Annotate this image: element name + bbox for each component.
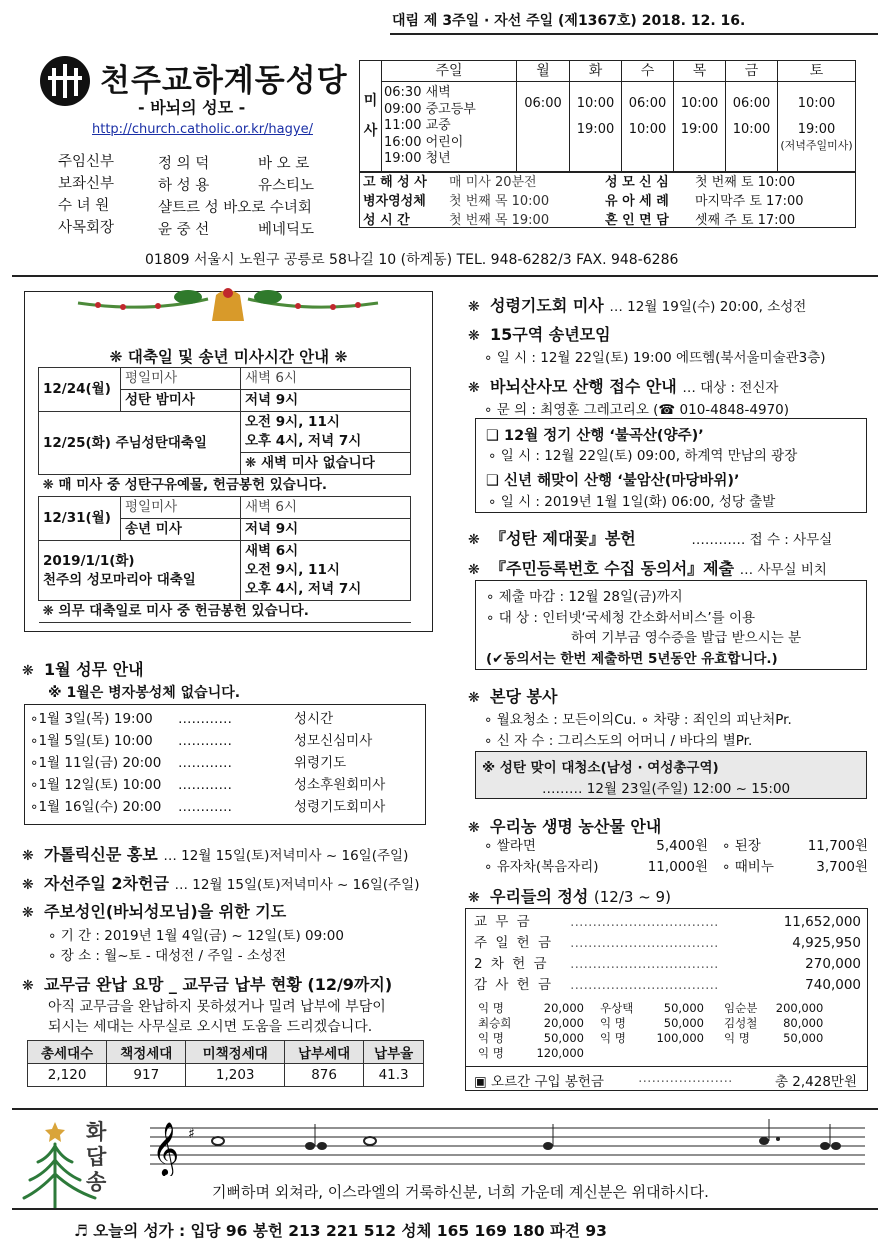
prayer-title: ❋ 주보성인(바뇌성모님)을 위한 기도 <box>22 902 287 921</box>
christmas-table: 12/24(월) 평일미사 새벽 6시 성탄 밤미사 저녁 9시 12/25(화) 주님성탄대축일 오전 9시, 11시 오후 4시, 저녁 7시 ❋ 새벽 미사 없습니다 ❋ 매 미사 중 성탄구유예물, 헌금봉헌 있습니다. 12/31(월) 평일미사 새벽 6시 송년 미사 저녁 9시 2019/1/1(화) 천주의 성모마리아 대축일 새벽 6시 오전 9시, 11시 오후 4시, 저녁 7시 ❋ 의무 대축일로 미사 중 헌금봉헌 있습니다. <box>38 367 411 623</box>
flowers: ❋ 『성탄 제대꽃』봉헌 ………… 접 수 : 사무실 <box>468 529 833 548</box>
offerings-box: 교 무 금 …………………………… 11,652,000 주 일 헌 금 …………………………… 4,925,950 2 차 헌 금 …………………………… 270,000 감 사 헌 금 …………………………… 740,000 익 명 20,000 우상택 50,000 임순분 200,000 최승희 20,000 익 명 50,000 김성철 80,000 익 명 50,000 익 명 100,000 익 명 50,000 익 명 120,000 ▣ 오르간 구입 봉헌금 ………………… 총 2,428만원 <box>465 908 868 1091</box>
psalm-staff <box>150 1118 865 1176</box>
organ-fund-label: ▣ 오르간 구입 봉헌금 <box>474 1074 604 1090</box>
service-line-1: ∘ 월요청소 : 모든이의Cu. ∘ 차량 : 죄인의 피난처Pr. <box>484 712 792 728</box>
parish-subtitle: - 바뇌의 성모 - <box>138 98 246 117</box>
spirit-mass: ❋ 성령기도회 미사 … 12월 19일(수) 20:00, 소성전 <box>468 296 807 315</box>
christmas-title: ❋ 대축일 및 송년 미사시간 안내 ❋ <box>109 348 348 366</box>
parish-name: 천주교하계동성당 <box>100 63 348 99</box>
psalm-label: 화 답 송 <box>86 1120 107 1194</box>
produce-title: ❋ 우리농 생명 농산물 안내 <box>468 817 662 836</box>
district15-text: ∘ 일 시 : 12월 22일(토) 19:00 에뜨헴(북서울미술관3층) <box>484 350 826 366</box>
issue-line: 대림 제 3주일 · 자선 주일 (제1367호) 2018. 12. 16. <box>392 13 746 29</box>
hiking-box: ❑ 12월 정기 산행 ‘불곡산(양주)’ ∘ 일 시 : 12월 22일(토) 09:00, 하계역 만남의 광장 ❑ 신년 해맞이 산행 ‘불암산(마당바위)’ ∘ 일 시 : 2019년 1월 1일(화) 06:00, 성당 출발 <box>475 418 867 513</box>
cleaning-box: ※ 성탄 맞이 대청소(남성 · 여성총구역) ……… 12월 23일(주일) 12:00 ~ 15:00 <box>475 751 867 799</box>
january-box: ∘1월 3일(목) 19:00 ………… 성시간 ∘1월 5일(토) 10:00 ………… 성모신심미사 ∘1월 11일(금) 20:00 ………… 위령기도 ∘1월 12일(토) 10:00 ………… 성소후원회미사 ∘1월 16일(수) 20:00 ………… 성령기도회미사 <box>24 704 426 825</box>
offerings-title: ❋ 우리들의 정성 (12/3 ~ 9) <box>468 887 671 906</box>
svg-text:𝄞: 𝄞 <box>152 1121 180 1175</box>
service-title: ❋ 본당 봉사 <box>468 687 558 706</box>
staff-list: 주임신부 정 의 덕 바 오 로 보좌신부 하 성 용 유스티노 수 녀 원 샬트르 성 바오로 수녀회 사목회장 윤 중 선 베네딕도 <box>58 154 315 238</box>
january-note: ※ 1월은 병자봉성체 없습니다. <box>48 685 241 701</box>
dues-table: 총세대수 책정세대 미책정세대 납부세대 납부율 2,120 917 1,203 876 41.3 <box>27 1040 424 1087</box>
website-link[interactable]: http://church.catholic.or.kr/hagye/ <box>92 122 313 137</box>
january-title: ❋ 1월 성무 안내 <box>22 660 144 679</box>
second-collection: ❋ 자선주일 2차헌금 … 12월 15일(토)저녁미사 ~ 16일(주일) <box>22 874 420 893</box>
consent-title: ❋ 『주민등록번호 수집 동의서』제출 … 사무실 비치 <box>468 559 827 578</box>
svg-text:♯: ♯ <box>188 1126 195 1142</box>
todays-hymns: ♬ 오늘의 성가 : 입당 96 봉헌 213 221 512 성체 165 169 180 파견 93 <box>74 1222 607 1240</box>
prayer-period: ∘ 기 간 : 2019년 1월 4일(금) ~ 12일(토) 09:00 <box>48 928 344 944</box>
dues-text-1: 아직 교무금을 완납하지 못하셨거나 밀려 납부에 부담이 <box>48 999 386 1015</box>
christmas-tree-icon <box>20 1118 130 1210</box>
mass-label: 미 사 <box>360 61 382 172</box>
christmas-garland <box>68 285 388 335</box>
service-line-2: ∘ 신 자 수 : 그리스도의 어머니 / 바다의 별Pr. <box>484 733 753 749</box>
psalm-text: 기뻐하며 외쳐라, 이스라엘의 거룩하신분, 너희 가운데 계신분은 위대하시다. <box>212 1183 709 1201</box>
district15-title: ❋ 15구역 송년모임 <box>468 325 611 344</box>
consent-box: ∘ 제출 마감 : 12월 28일(금)까지 ∘ 대 상 : 인터넷‘국세청 간소화서비스’를 이용 하여 기부금 영수증을 발급 받으시는 분 (✔동의서는 한번 제출하면 5년동안 유효합니다.) <box>475 580 867 670</box>
church-logo <box>40 56 90 106</box>
dues-title: ❋ 교무금 완납 요망 _ 교무금 납부 현황 (12/9까지) <box>22 975 393 994</box>
prayer-place: ∘ 장 소 : 월~토 - 대성전 / 주일 - 소성전 <box>48 948 287 964</box>
mass-schedule-table: 미 사 주일 월 화 수 목 금 토 06:30 새벽 09:00 중고등부 11:00 교중 16:00 어린이 19:00 청년 06:00 10:00 19:00 06:00 10:00 10:00 19:00 06:00 10:00 10:00 19:00 (저녁주일미사) <box>359 60 856 172</box>
hiking-title: ❋ 바뇌산사모 산행 접수 안내 … 대상 : 전신자 <box>468 377 779 396</box>
dues-text-2: 되시는 세대는 사무실로 오시면 도움을 드리겠습니다. <box>48 1019 373 1035</box>
hiking-contact: ∘ 문 의 : 최영훈 그레고리오 (☎ 010-4848-4970) <box>484 402 790 418</box>
address-line: 01809 서울시 노원구 공릉로 58나길 10 (하계동) TEL. 948-6282/3 FAX. 948-6286 <box>145 252 679 268</box>
produce-table: ∘ 쌀라면 5,400원 ∘ 된장 11,700원 ∘ 유자차(복음자리) 11,000원 ∘ 때비누 3,700원 <box>484 838 868 875</box>
services-box: 고 해 성 사 매 미사 20분전 성 모 신 심 첫 번째 토 10:00 병자영성체 첫 번째 목 10:00 유 아 세 례 마지막주 토 17:00 성 시 간 첫 번째 목 19:00 혼 인 면 담 셋째 주 토 17:00 <box>359 172 856 228</box>
organ-fund-total: 총 2,428만원 <box>774 1074 857 1090</box>
catholic-news: ❋ 가톨릭신문 홍보 … 12월 15일(토)저녁미사 ~ 16일(주일) <box>22 845 409 864</box>
